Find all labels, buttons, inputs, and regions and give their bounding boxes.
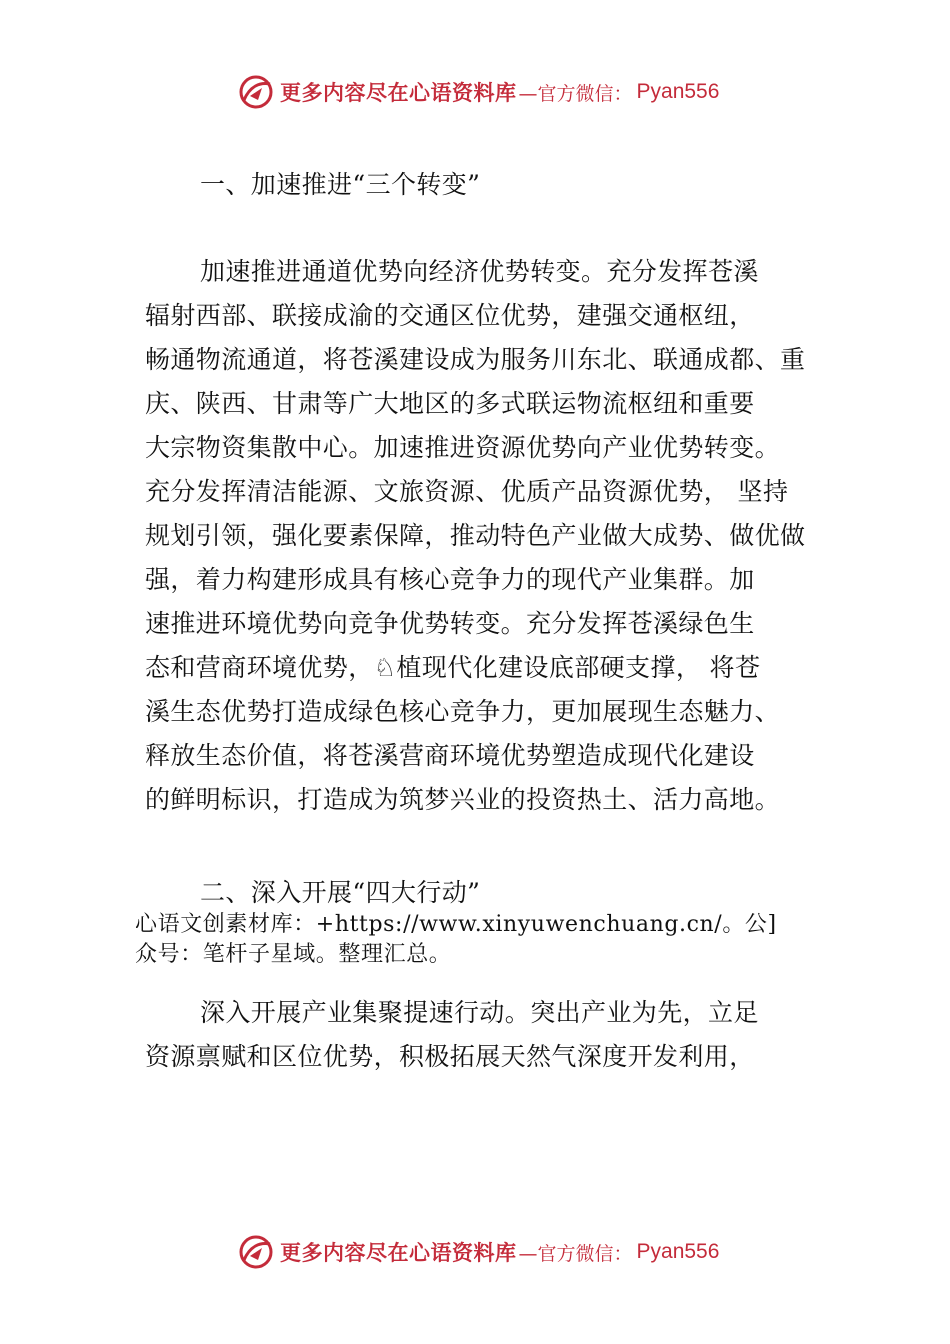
paragraph-line: 深入开展产业集聚提速行动。突出产业为先，立足 <box>200 998 759 1027</box>
section-heading-2: 二、深入开展“四大行动” <box>200 878 481 907</box>
paragraph-line: 加速推进通道优势向经济优势转变。充分发挥苍溪 <box>200 257 759 286</box>
banner-separator: —官方微信： <box>518 1242 633 1265</box>
source-line: 众号：笔杆子星域。整理汇总。 <box>135 942 452 967</box>
footer-banner <box>238 1232 758 1272</box>
wechat-id: Pyan556 <box>636 80 720 103</box>
banner-text: 更多内容尽在心语资料库 <box>280 80 517 105</box>
paragraph-line: 充分发挥清洁能源、文旅资源、优质产品资源优势， 坚持 <box>145 477 789 506</box>
brand-logo-icon <box>238 1234 274 1270</box>
banner-text: 更多内容尽在心语资料库 <box>280 1240 517 1265</box>
banner-separator: —官方微信： <box>518 82 633 105</box>
paragraph-line: 溪生态优势打造成绿色核心竞争力，更加展现生态魅力、 <box>145 697 781 726</box>
paragraph-line: 辐射西部、联接成渝的交通区位优势，建强交通枢纽， <box>145 301 755 330</box>
header-banner <box>238 72 758 112</box>
brand-logo-icon <box>238 74 274 110</box>
paragraph-line: 态和营商环境优势，♘植现代化建设底部硬支撑， 将苍 <box>145 653 761 682</box>
paragraph-line: 庆、陕西、甘肃等广大地区的多式联运物流枢纽和重要 <box>145 389 755 418</box>
paragraph-line: 速推进环境优势向竞争优势转变。充分发挥苍溪绿色生 <box>145 609 755 638</box>
paragraph-line: 资源禀赋和区位优势，积极拓展天然气深度开发利用， <box>145 1042 755 1071</box>
paragraph-line: 强，着力构建形成具有核心竞争力的现代产业集群。加 <box>145 565 755 594</box>
paragraph-line: 畅通物流通道，将苍溪建设成为服务川东北、联通成都、重 <box>145 345 806 374</box>
source-line: 心语文创素材库：+https://www.xinyuwenchuang.cn/。公] <box>135 912 777 937</box>
paragraph-line: 释放生态价值，将苍溪营商环境优势塑造成现代化建设 <box>145 741 755 770</box>
paragraph-line: 大宗物资集散中心。加速推进资源优势向产业优势转变。 <box>145 433 781 462</box>
wechat-id: Pyan556 <box>636 1240 720 1263</box>
paragraph-line: 规划引领，强化要素保障，推动特色产业做大成势、做优做 <box>145 521 806 550</box>
paragraph-line: 的鲜明标识，打造成为筑梦兴业的投资热土、活力高地。 <box>145 785 781 814</box>
section-heading-1: 一、加速推进“三个转变” <box>200 170 481 199</box>
